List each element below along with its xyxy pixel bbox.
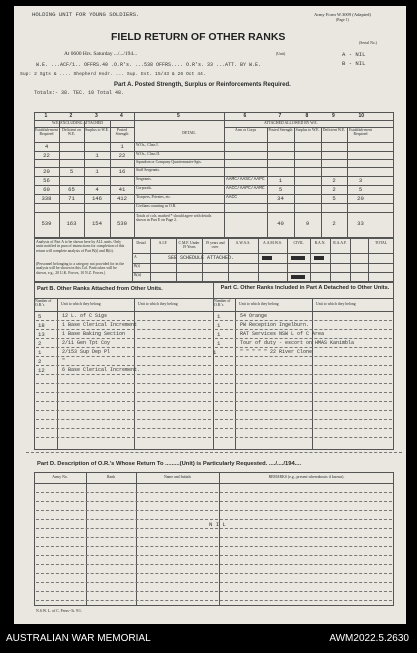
dashed-rule (215, 410, 392, 411)
row-detail: Squadron or Company Quartermaster-Sgts. (136, 160, 202, 164)
row-value: 22 (43, 152, 50, 159)
dashed-rule (215, 329, 392, 330)
dashed-rule (36, 410, 211, 411)
dashed-rule (215, 320, 392, 321)
rule-line (34, 159, 394, 160)
dashed-rule (36, 383, 211, 384)
row-value: 22 (118, 152, 126, 159)
rule-line (267, 127, 268, 238)
row-value: 1 (95, 168, 99, 175)
dashed-rule (36, 537, 392, 538)
row-arm-corps: AAMC/AASC/AAPC (226, 177, 265, 182)
attached-allowed-heading: ATTACHED ALLOWED BY W.E. (264, 121, 318, 125)
column-heading: Arm or Corps (234, 128, 257, 132)
rule-line (132, 263, 394, 264)
row-value: 56 (43, 177, 50, 184)
dashed-rule (36, 591, 392, 592)
part-c-unit: 54 Orange (240, 313, 268, 319)
schedule-note: SEE SCHEDULE ATTACHED. (168, 255, 235, 261)
part-d-nil: N I L (209, 521, 226, 528)
rule-line (350, 238, 351, 282)
footer-accession-number: AWM2022.5.2630 (329, 633, 409, 644)
row-value: 1 (95, 152, 99, 159)
filled-tally-mark (314, 256, 324, 260)
rule-line (134, 112, 135, 238)
analysis-heading: R.A.N. (314, 241, 326, 245)
dashed-rule (36, 519, 392, 520)
part-c-heading: Unit to which they belong (316, 302, 356, 306)
row-detail: Sergeants. (136, 177, 152, 181)
row-value: 71 (68, 195, 75, 202)
part-c-count: 1 (213, 349, 217, 356)
rule-line (132, 272, 394, 273)
row-detail: Civilians counting as O.R. (136, 204, 177, 208)
rule-line (294, 127, 295, 238)
total-value: 154 (91, 220, 103, 227)
part-b-unit: 1 Base Clerical Increment (62, 322, 138, 328)
analysis-row-label: B(i) (134, 264, 141, 268)
rule-line (110, 120, 111, 238)
rule-line (132, 253, 394, 254)
form-reference: Army Form W.3009 (Adapted) (314, 12, 371, 17)
part-c-unit: Tour of duty - escort on HMAS Kanimbla (240, 340, 355, 346)
dashed-rule (36, 564, 392, 565)
dashed-rule (36, 401, 211, 402)
row-arm-corps: AACC/AAPC/AAMC (226, 186, 265, 191)
analysis-heading: Detail (136, 241, 146, 245)
row-value: 4 (95, 186, 99, 193)
dashed-rule (36, 347, 211, 348)
dashed-rule (215, 419, 392, 420)
rule-line (347, 127, 348, 238)
part-c-heading: Number of O.R.'s (214, 299, 231, 307)
dashed-rule (36, 573, 392, 574)
rule-line (34, 203, 394, 204)
row-value: 5 (358, 186, 363, 193)
analysis-row-label: B(ii) (134, 273, 142, 277)
column-heading: Surplus to W.E. (295, 128, 320, 132)
part-b-count: 2 (38, 340, 42, 347)
dashed-rule (36, 392, 211, 393)
dashed-rule (215, 356, 392, 357)
row-detail: W.Os., Class II. (136, 152, 160, 156)
part-b-unit: 6 Base Clerical Increment. (62, 367, 141, 373)
dashed-rule (215, 428, 392, 429)
part-a-title: Part A. Posted Strength, Surplus or Reinforcements Required. (114, 82, 291, 88)
part-c-count: 1 (217, 322, 221, 329)
dashed-rule (215, 437, 392, 438)
analysis-heading: A.W.A.S. (235, 241, 251, 245)
rule-line (34, 185, 394, 186)
form-page: (Page 1) (336, 18, 349, 22)
column-number: 9 (332, 113, 335, 119)
column-number: 5 (177, 113, 180, 119)
dashed-rule (36, 501, 392, 502)
part-b-count: 12 (38, 367, 45, 374)
dashed-rule (36, 365, 211, 366)
rule-line (84, 120, 85, 238)
column-number: 6 (243, 113, 247, 119)
total-value: 9 (305, 220, 310, 227)
dashed-rule (215, 401, 392, 402)
footer-bar (0, 624, 417, 653)
part-c-count: 1 (217, 340, 221, 347)
part-b-unit: 12 L. of C Sigs (62, 313, 108, 319)
part-c-count: 1 (217, 313, 221, 320)
dashed-rule (36, 428, 211, 429)
total-value: 539 (41, 220, 52, 227)
dashed-rule (36, 582, 392, 583)
rule-line (34, 311, 394, 312)
analysis-heading: TOTAL (374, 241, 388, 245)
row-value: 20 (357, 195, 364, 202)
row-value: 65 (68, 186, 75, 193)
dashed-rule (215, 365, 392, 366)
part-b-count: 5 (38, 313, 42, 320)
row-detail: Corporals. (136, 186, 152, 190)
row-value: 412 (116, 195, 128, 202)
rule-line (34, 142, 394, 143)
we-excluding-heading: W.E. EXCLUDING ATTACHED (52, 121, 104, 125)
column-heading: Posted Strength (115, 128, 129, 136)
unit-label: (Unit) (276, 52, 286, 56)
row-value: 5 (69, 168, 74, 175)
analysis-note: (Personnel belonging to a category not provided for in the analysis will be shown in this Col. Particulars will be shown, e.g., 20 U.K. Forces, 10 N.Z. Forces.) (36, 262, 125, 275)
ref-a-nil: A - NIL (342, 51, 366, 58)
part-d-heading: Rank (106, 475, 115, 479)
column-number: 4 (120, 113, 123, 119)
serial-label: (Serial No.) (359, 41, 377, 45)
ref-b-nil: B - NIL (342, 60, 366, 67)
dashed-rule (36, 356, 211, 357)
total-value: 40 (277, 220, 284, 227)
row-value: 41 (118, 186, 126, 193)
part-c-unit: " " " " " 22 River Clone (240, 349, 313, 355)
dashed-rule (36, 600, 392, 601)
unit-heading: HOLDING UNIT FOR YOUNG SOLDIERS. (32, 11, 140, 18)
column-heading: Establish-ment Required (349, 128, 372, 136)
part-b-count: 13 (38, 331, 45, 338)
at-line: At 0600 Hrs. Saturday .../.../194... (64, 51, 138, 57)
column-number: 1 (44, 113, 48, 119)
row-value: 34 (277, 195, 284, 202)
return-form-sheet (14, 6, 406, 624)
dashed-rule (215, 383, 392, 384)
totals-detail: Totals of cols. marked * should agree with details shown in Part E on Page 2. (136, 214, 212, 222)
part-c-unit: PW Reception Ingelburn. (240, 322, 310, 328)
part-b-unit: " (62, 358, 66, 364)
analysis-row-label: A (134, 255, 137, 259)
dashed-rule (36, 492, 392, 493)
part-b-heading: Unit to which they belong (61, 302, 101, 306)
total-value: 33 (357, 220, 364, 227)
dashed-rule (36, 329, 211, 330)
rule-line (34, 167, 394, 168)
row-value: 5 (332, 195, 336, 202)
row-value: 338 (41, 195, 52, 202)
column-number: 7 (278, 113, 282, 119)
row-value: 60 (43, 186, 50, 193)
dashed-rule (215, 392, 392, 393)
rule-line (321, 127, 322, 238)
analysis-instructions: Analysis of Part A to be shown here by ALL units. Only units notified in para of instructions for completion of this return will complete analysis of Part B(i) and B(ii). (36, 240, 125, 253)
row-value: 16 (118, 168, 126, 175)
row-value: 2 (332, 186, 336, 193)
rule-line (34, 212, 394, 213)
total-value: 2 (332, 220, 336, 227)
totals-line: Totals:- 38. TEC. 10 Total 48. (34, 90, 125, 96)
dashed-rule (36, 437, 211, 438)
part-b-title: Part B. Other Ranks Attached from Other Units. (37, 286, 163, 292)
row-value: 1 (278, 177, 283, 184)
row-detail: W.Os., Class I. (136, 143, 159, 147)
dashed-rule (26, 452, 402, 453)
part-c-unit: RAT Services NSW L of C Area (240, 331, 325, 337)
part-c-heading: Unit to which they belong (239, 302, 279, 306)
part-c-title: Part C. Other Ranks Included in Part A Detached to Other Units. (220, 285, 390, 291)
rule-line (34, 194, 394, 195)
part-b-unit: 2/153 Sup Dep Pl (62, 349, 111, 355)
part-b-count: 2 (38, 358, 42, 365)
dashed-rule (215, 338, 392, 339)
column-number: 3 (95, 113, 98, 119)
rule-line (34, 151, 394, 152)
dashed-rule (36, 555, 392, 556)
analysis-heading: CIVIL (293, 241, 304, 245)
row-detail: Troopers, Privates, etc. (136, 195, 171, 199)
total-value: 530 (116, 220, 128, 227)
row-value: 2 (332, 177, 336, 184)
column-heading: DETAIL (182, 131, 196, 135)
dashed-rule (36, 546, 392, 547)
dashed-rule (215, 347, 392, 348)
footer-institution: AUSTRALIAN WAR MEMORIAL (6, 633, 151, 644)
row-value: 1 (120, 143, 124, 150)
part-d-heading: Name and Initials (164, 475, 191, 479)
filled-tally-mark (262, 256, 272, 260)
analysis-heading: A.I.F. (158, 241, 168, 245)
rule-line (34, 176, 394, 177)
column-number: 10 (358, 113, 365, 119)
part-d-heading: Army No. (52, 475, 68, 479)
rule-line (59, 120, 60, 238)
column-heading: Deficient on W.E. (62, 128, 81, 136)
row-value: 3 (358, 177, 363, 184)
column-heading: Surplus to W.E. (85, 128, 109, 132)
dashed-rule (36, 528, 392, 529)
rule-line (34, 483, 394, 484)
row-value: 4 (44, 143, 49, 150)
part-b-heading: Number of O.R.'s (35, 299, 52, 307)
filled-tally-mark (291, 275, 305, 279)
column-number: 2 (69, 113, 73, 119)
analysis-heading: A.A.M.W.S. (263, 241, 282, 245)
row-detail: Staff Sergeants. (136, 168, 160, 172)
dashed-rule (36, 338, 211, 339)
analysis-heading: R.A.A.F. (333, 241, 347, 245)
column-heading: Posted Strength (268, 128, 293, 132)
dashed-rule (215, 374, 392, 375)
part-b-count: 1 (38, 349, 42, 356)
we-line: W.E. ...ACF/1.. OFFRS.40 .O.R's. ...538 OFFRS.... O.R's. 33 ...ATT. BY W.E. (36, 62, 262, 68)
row-value: 20 (43, 168, 50, 175)
dashed-rule (36, 419, 211, 420)
part-d-heading: REMARKS (e.g., present whereabouts if known). (268, 475, 345, 479)
dashed-rule (36, 320, 211, 321)
total-value: 163 (66, 220, 77, 227)
print-reference: N.S.W. L. of C. Press--5t. 9/1. (36, 609, 82, 613)
part-c-count: 1 (217, 331, 221, 338)
analysis-heading: C.M.F. Under 19 Years (178, 241, 200, 249)
row-value: 146 (91, 195, 103, 202)
part-b-heading: Unit to which they belong (138, 302, 178, 306)
page-title: FIELD RETURN OF OTHER RANKS (111, 31, 286, 43)
filled-tally-mark (291, 256, 305, 260)
rule-line (224, 112, 225, 238)
row-arm-corps: AACC (226, 195, 238, 200)
column-number: 8 (305, 113, 309, 119)
column-heading: Deficient W.E. (322, 128, 346, 132)
sup-line: Sup: 2 Sgts & .... Shepherd Hsdr. ... Sup. Est. 15/43 & 26 Oct 44. (20, 72, 206, 77)
part-d-title: Part D. Description of O.R.'s Whose Return To .........(Unit) is Particularly Requested. ..../..../194.... (37, 461, 302, 467)
analysis-heading: 19 years and over (205, 241, 225, 249)
column-heading: Establish-ment Required (35, 128, 58, 136)
part-b-count: 18 (38, 322, 45, 329)
part-b-unit: 1 Base Baking Section (62, 331, 126, 337)
part-b-unit: 2/11 Gen Tpt Coy (62, 340, 111, 346)
row-value: 5 (278, 186, 283, 193)
dashed-rule (36, 374, 211, 375)
dashed-rule (36, 510, 392, 511)
